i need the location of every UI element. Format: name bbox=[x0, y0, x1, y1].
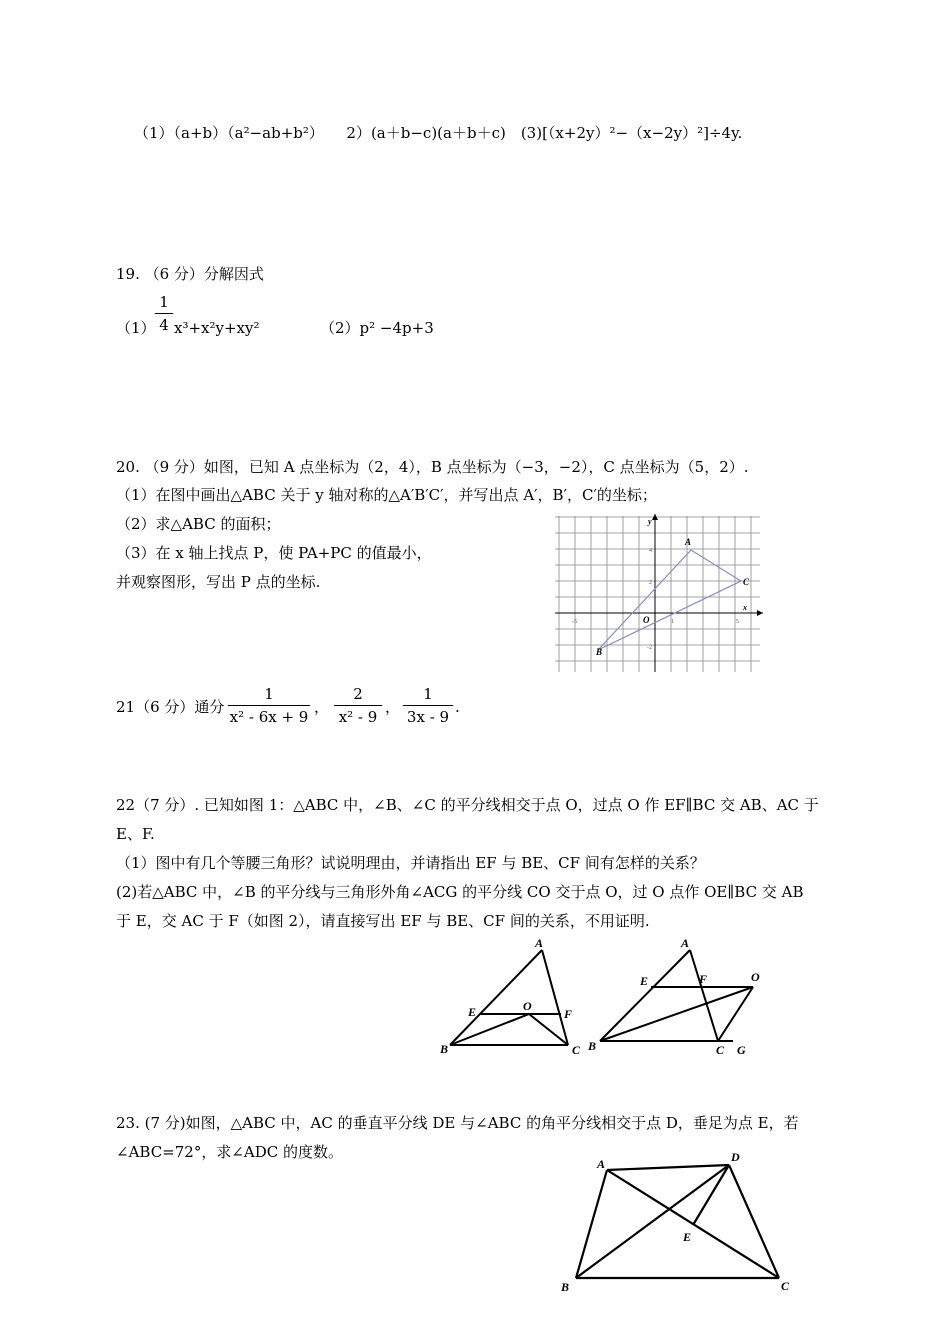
q23-segment-de bbox=[693, 1165, 729, 1225]
q23-bisector-bd bbox=[576, 1165, 729, 1278]
fig2-label-a: A bbox=[681, 936, 690, 950]
q21-fraction-1 bbox=[228, 683, 310, 728]
q21-prefix: 21（6 分）通分 bbox=[116, 698, 225, 716]
tick-y-2: 2 bbox=[649, 580, 652, 586]
fig1-label-f: F bbox=[564, 1007, 573, 1021]
fig2-label-b: B bbox=[588, 1039, 597, 1053]
q21-fraction-2 bbox=[334, 683, 382, 728]
q21-period: . bbox=[455, 698, 460, 716]
tick-y-4: 4 bbox=[649, 548, 652, 554]
fig1-label-a: A bbox=[535, 936, 544, 950]
x-axis-arrow bbox=[757, 610, 763, 616]
q23-segment-ad bbox=[607, 1165, 729, 1170]
q20-part3: （3）在 x 轴上找点 P，使 PA+PC 的值最小， bbox=[116, 544, 432, 562]
q20-coordinate-grid bbox=[555, 512, 765, 674]
q23-side-ab bbox=[576, 1170, 607, 1278]
q23-figure bbox=[555, 1148, 795, 1298]
tick-x-5: 5 bbox=[736, 619, 739, 625]
q21-f2-den: x² - 9 bbox=[338, 708, 378, 726]
q19-fraction bbox=[155, 291, 173, 336]
q21-fraction-3 bbox=[403, 683, 453, 728]
fig2-side-ab bbox=[600, 950, 690, 1041]
q21-f3-den: 3x - 9 bbox=[406, 708, 450, 726]
q22-part1: （1）图中有几个等腰三角形？试说明理由，并请指出 EF 与 BE、CF 间有怎样的关系？ bbox=[116, 854, 705, 872]
q22-figure-2 bbox=[585, 935, 780, 1061]
q20-part3-cont: 并观察图形，写出 P 点的坐标. bbox=[116, 573, 321, 591]
q22-line1: 22（7 分）. 已知如图 1：△ABC 中，∠B、∠C 的平分线相交于点 O，过点 O 作 EF∥BC 交 AB、AC 于 bbox=[116, 796, 819, 814]
fig2-label-g: G bbox=[737, 1043, 746, 1057]
q20-part1: （1）在图中画出△ABC 关于 y 轴对称的△A′B′C′，并写出点 A′，B′，C′的坐标； bbox=[116, 486, 657, 504]
fig1-label-c: C bbox=[572, 1043, 581, 1057]
q23-label-a: A bbox=[597, 1157, 606, 1171]
tick-x-1: 1 bbox=[671, 619, 674, 625]
tick-x-neg5: -5 bbox=[572, 619, 577, 625]
q22-line2: E、F. bbox=[116, 825, 155, 843]
label-c: C bbox=[743, 577, 750, 587]
fig1-bisector-c bbox=[529, 1014, 568, 1045]
fig2-side-ac bbox=[690, 950, 718, 1041]
label-origin: O bbox=[643, 615, 650, 625]
fig1-bisector-b bbox=[450, 1014, 529, 1045]
fig1-label-b: B bbox=[440, 1042, 449, 1056]
q19-part2: （2）p² −4p+3 bbox=[320, 319, 434, 337]
q23-line1: 23. (7 分)如图，△ABC 中，AC 的垂直平分线 DE 与∠ABC 的角平分线相交于点 D，垂足为点 E，若 bbox=[116, 1114, 799, 1132]
fig2-bisector-co bbox=[718, 987, 753, 1041]
q19-part1-label: （1） bbox=[116, 319, 156, 337]
q23-label-e: E bbox=[683, 1230, 692, 1244]
q22-part2: (2)若△ABC 中，∠B 的平分线与三角形外角∠ACG 的平分线 CO 交于点 O，过 O 点作 OE∥BC 交 AB bbox=[116, 883, 804, 901]
fig1-side-ac bbox=[542, 950, 568, 1045]
fig2-label-e: E bbox=[640, 974, 649, 988]
q19-part1-expr: x³+x²y+xy² bbox=[174, 319, 260, 337]
q21-sep-2: ， bbox=[385, 698, 401, 716]
fig1-label-e: E bbox=[468, 1005, 477, 1019]
fig2-label-o: O bbox=[751, 970, 760, 984]
q18-expressions: （1）（a+b）（a²−ab+b²） 2）(a＋b−c)(a＋b＋c) (3)[（x+2y）²−（x−2y）²]÷4y. bbox=[134, 124, 743, 142]
q21-f1-num: 1 bbox=[264, 685, 274, 703]
q21-sep-1: ， bbox=[314, 698, 330, 716]
fig1-side-ab bbox=[450, 950, 542, 1045]
fig2-label-f: F bbox=[699, 972, 708, 986]
q21-f3-num: 1 bbox=[423, 685, 433, 703]
q22-part2-cont: 于 E，交 AC 于 F（如图 2），请直接写出 EF 与 BE、CF 间的关系，不用证明. bbox=[116, 912, 650, 930]
fig2-label-c: C bbox=[716, 1043, 725, 1057]
q20-header: 20. （9 分）如图，已知 A 点坐标为（2，4），B 点坐标为（−3，−2），C 点坐标为（5，2）. bbox=[116, 458, 749, 476]
q19-header: 19. （6 分）分解因式 bbox=[116, 265, 264, 283]
q23-label-c: C bbox=[781, 1279, 790, 1293]
q19-frac-den: 4 bbox=[159, 316, 169, 334]
fig2-bisector-b bbox=[600, 987, 753, 1041]
q22-figure-1 bbox=[435, 935, 595, 1061]
q23-label-d: D bbox=[731, 1150, 740, 1164]
q23-line2: ∠ABC=72°，求∠ADC 的度数。 bbox=[116, 1143, 344, 1161]
tick-y-neg2: -2 bbox=[647, 645, 652, 651]
q20-part2: （2）求△ABC 的面积； bbox=[116, 515, 281, 533]
q19-frac-num: 1 bbox=[159, 293, 169, 311]
label-a: A bbox=[685, 537, 692, 547]
q23-label-b: B bbox=[561, 1280, 570, 1294]
fig1-label-o: O bbox=[523, 999, 532, 1013]
label-y-axis: y bbox=[648, 517, 652, 526]
label-x-axis: x bbox=[743, 603, 747, 612]
label-b: B bbox=[596, 647, 603, 657]
q21-f2-num: 2 bbox=[353, 685, 363, 703]
q21-f1-den: x² - 6x + 9 bbox=[229, 708, 309, 726]
